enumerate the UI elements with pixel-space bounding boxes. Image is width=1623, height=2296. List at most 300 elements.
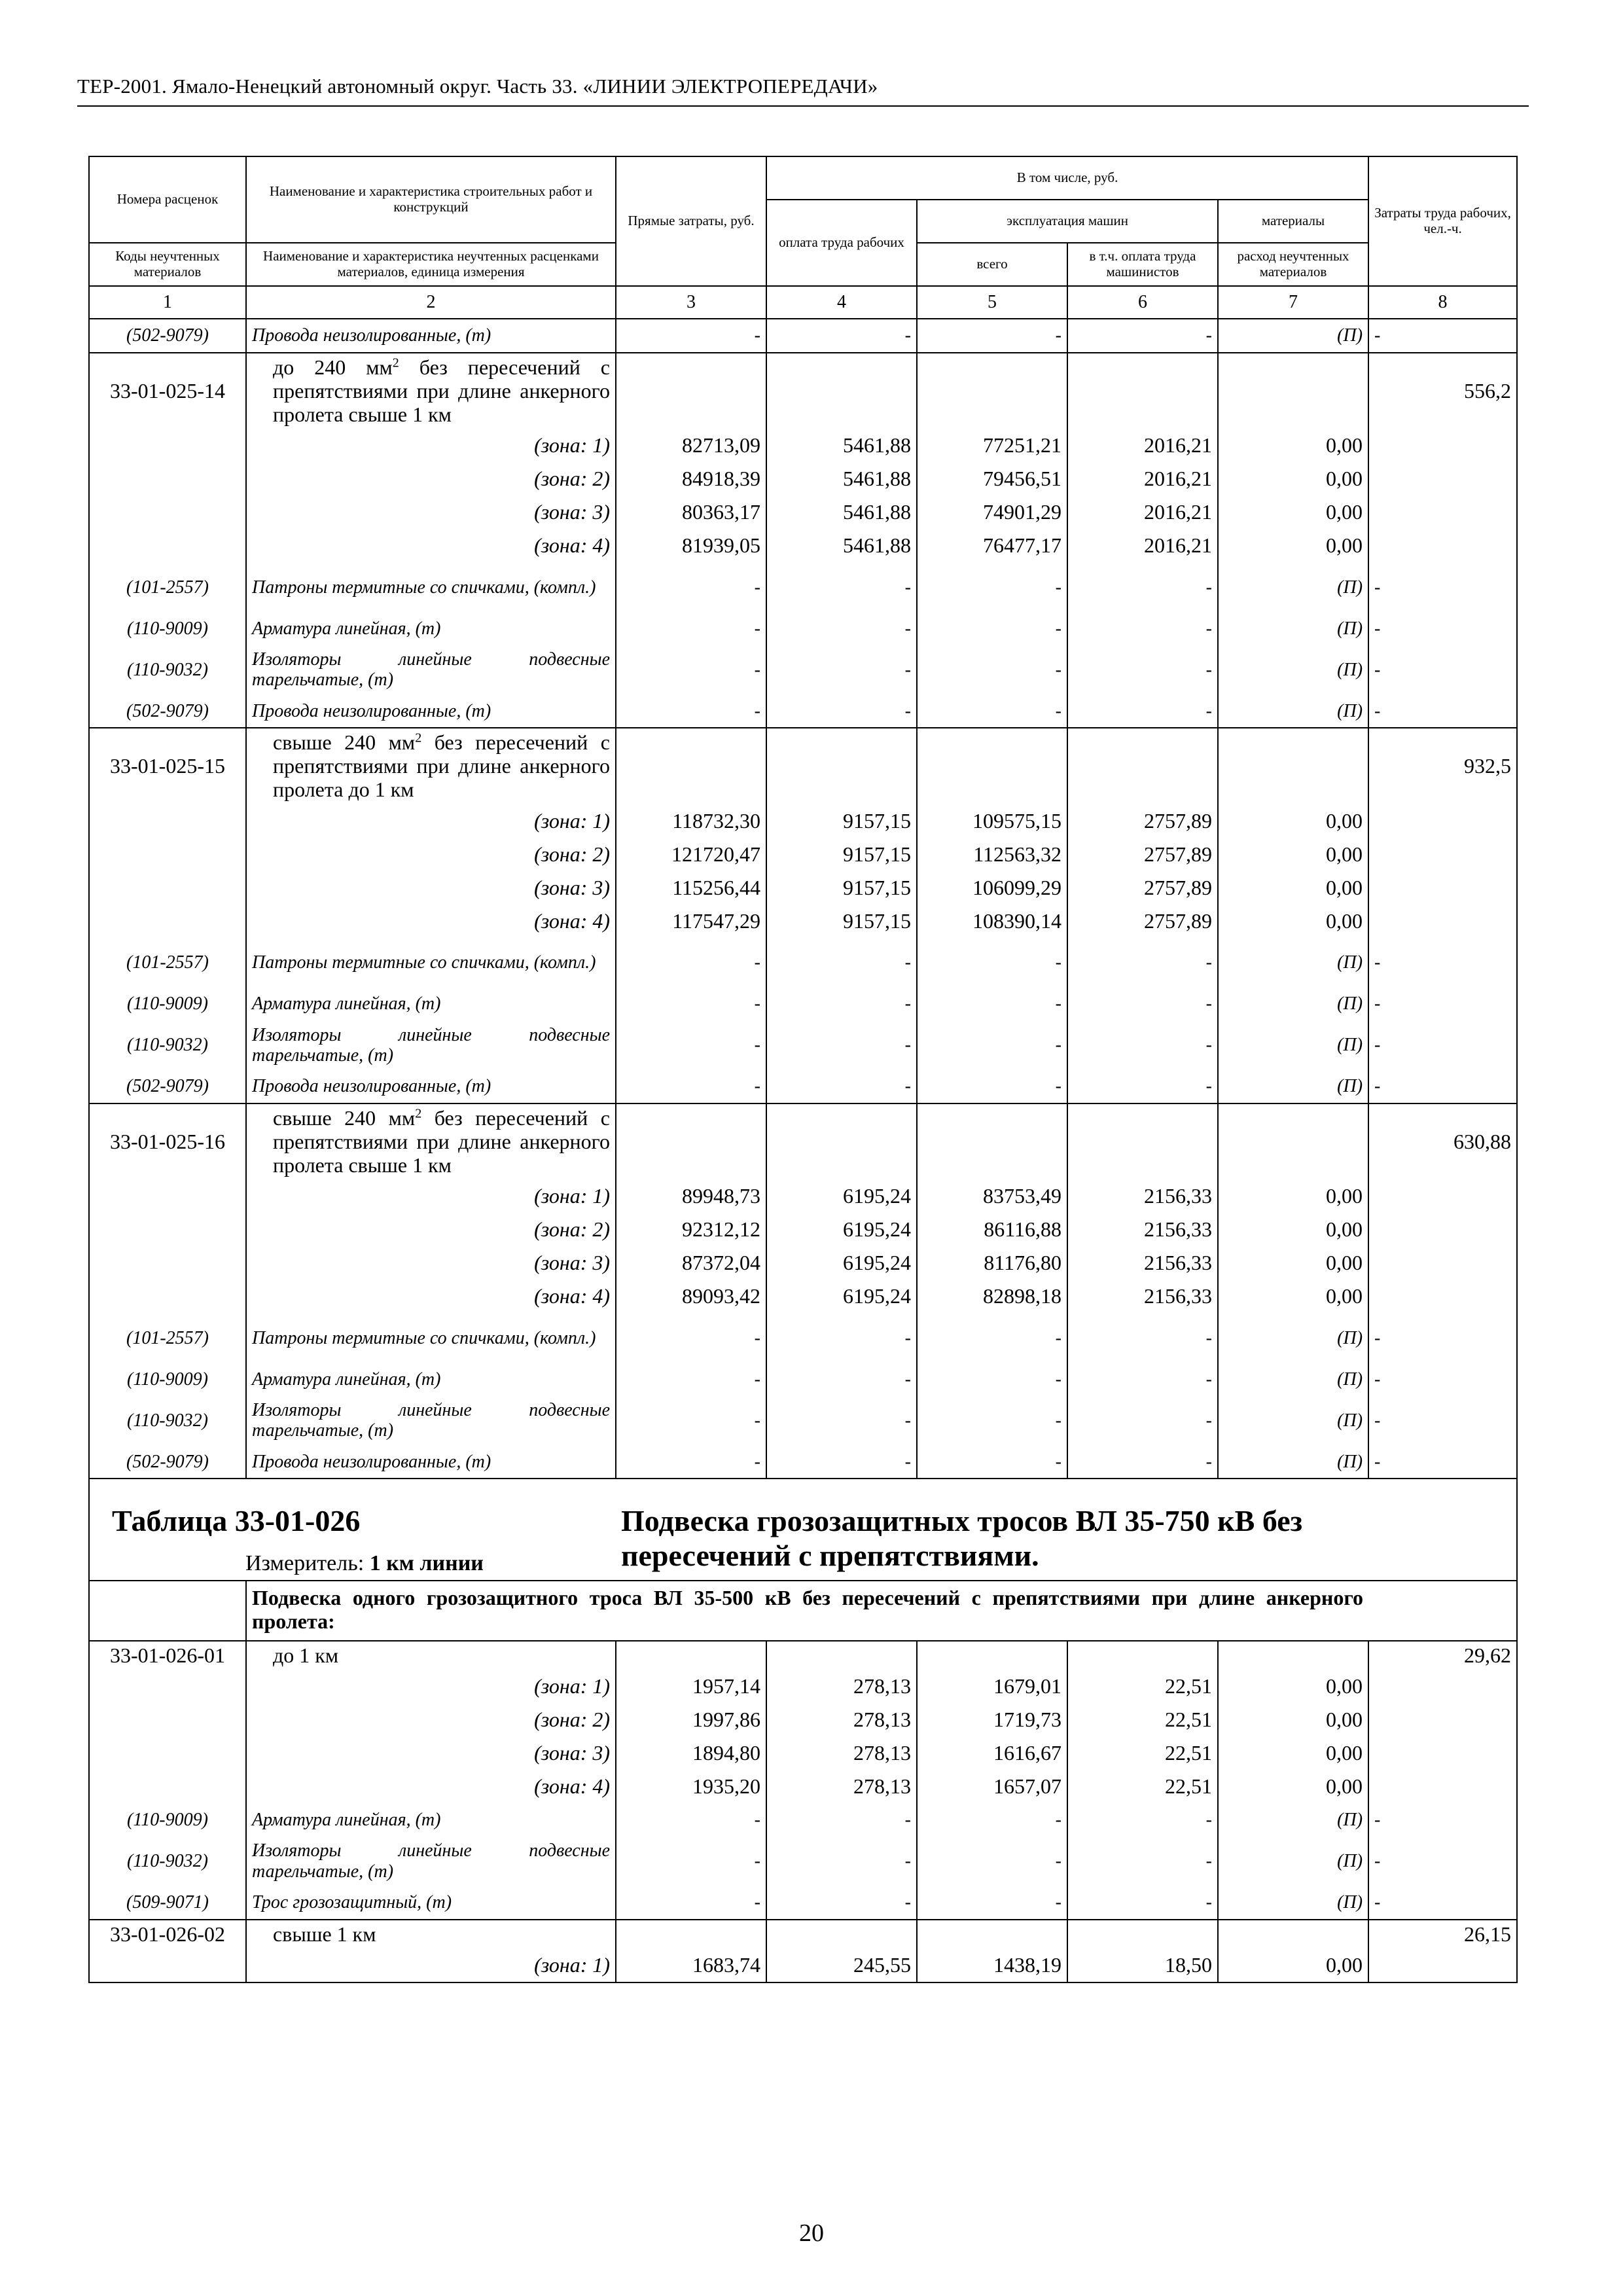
empty-cell	[1368, 1246, 1517, 1280]
empty-value: -	[1368, 1070, 1517, 1103]
empty-cell	[89, 1737, 246, 1770]
empty-cell	[1218, 1920, 1368, 1949]
empty-cell	[1368, 1213, 1517, 1246]
machines-wages-value: 2016,21	[1067, 495, 1218, 529]
material-code: (110-9009)	[89, 988, 246, 1020]
zone-label: (зона: 2)	[246, 1704, 616, 1737]
material-name: Провода неизолированные, (т)	[246, 1445, 616, 1479]
machines-value: 86116,88	[917, 1213, 1067, 1246]
material-row	[89, 562, 1517, 612]
material-code: (502-9079)	[89, 694, 246, 728]
empty-value: -	[1067, 1445, 1218, 1479]
rate-name-superscript: 2	[392, 355, 399, 370]
empty-value: -	[1067, 1313, 1218, 1363]
empty-cell	[89, 871, 246, 905]
empty-value: -	[766, 1886, 917, 1920]
empty-cell	[616, 1641, 766, 1670]
materials-value: 0,00	[1218, 1948, 1368, 1982]
wages-value: 245,55	[766, 1948, 917, 1982]
direct-costs-value: 89093,42	[616, 1280, 766, 1313]
rate-row	[89, 1103, 1517, 1179]
empty-cell	[89, 1670, 246, 1704]
zone-label: (зона: 1)	[246, 1179, 616, 1213]
zone-label: (зона: 1)	[246, 804, 616, 838]
direct-costs-value: 80363,17	[616, 495, 766, 529]
rate-row	[89, 1920, 1517, 1949]
empty-cell	[89, 1581, 246, 1641]
empty-value: -	[1067, 1804, 1218, 1837]
empty-value: -	[1067, 1020, 1218, 1070]
zone-label: (зона: 1)	[246, 1670, 616, 1704]
material-p-mark: (П)	[1218, 988, 1368, 1020]
material-code: (509-9071)	[89, 1886, 246, 1920]
materials-value: 0,00	[1218, 1213, 1368, 1246]
wages-value: 5461,88	[766, 462, 917, 495]
machines-wages-value: 2757,89	[1067, 804, 1218, 838]
empty-value: -	[917, 562, 1067, 612]
material-p-mark: (П)	[1218, 1395, 1368, 1445]
empty-value: -	[766, 612, 917, 645]
material-name: Патроны термитные со спичками, (компл.)	[246, 562, 616, 612]
table-title-row	[89, 1479, 1517, 1581]
materials-value: 0,00	[1218, 1246, 1368, 1280]
material-p-mark: (П)	[1218, 612, 1368, 645]
zone-row	[89, 1704, 1517, 1737]
material-code: (101-2557)	[89, 1313, 246, 1363]
materials-value: 0,00	[1218, 1737, 1368, 1770]
empty-cell	[89, 838, 246, 871]
header-in-total: В том числе, руб.	[766, 156, 1368, 200]
labor-value: 29,62	[1368, 1641, 1517, 1670]
empty-value: -	[616, 612, 766, 645]
empty-cell	[766, 728, 917, 804]
empty-value: -	[1368, 1445, 1517, 1479]
header-machines-wages: в т.ч. оплата труда машинистов	[1067, 243, 1218, 286]
material-p-mark: (П)	[1218, 1020, 1368, 1070]
material-code: (110-9009)	[89, 612, 246, 645]
machines-value: 79456,51	[917, 462, 1067, 495]
wages-value: 6195,24	[766, 1280, 917, 1313]
wages-value: 9157,15	[766, 871, 917, 905]
zone-row	[89, 838, 1517, 871]
material-p-mark: (П)	[1218, 319, 1368, 353]
materials-value: 0,00	[1218, 804, 1368, 838]
rate-code: 33-01-026-02	[89, 1920, 246, 1949]
empty-value: -	[917, 1395, 1067, 1445]
materials-value: 0,00	[1218, 1704, 1368, 1737]
machines-wages-value: 22,51	[1067, 1770, 1218, 1804]
empty-cell	[1067, 1641, 1218, 1670]
zone-row	[89, 529, 1517, 562]
empty-cell	[89, 495, 246, 529]
empty-cell	[1368, 905, 1517, 938]
material-name: Провода неизолированные, (т)	[246, 694, 616, 728]
empty-value: -	[917, 1070, 1067, 1103]
empty-cell	[616, 1103, 766, 1179]
empty-value: -	[616, 1313, 766, 1363]
empty-value: -	[766, 645, 917, 694]
table-title-text-cell	[616, 1479, 1517, 1581]
header-direct-costs: Прямые затраты, руб.	[616, 156, 766, 286]
wages-value: 6195,24	[766, 1246, 917, 1280]
material-row	[89, 612, 1517, 645]
material-row	[89, 1395, 1517, 1445]
empty-cell	[1368, 1670, 1517, 1704]
direct-costs-value: 121720,47	[616, 838, 766, 871]
empty-value: -	[616, 988, 766, 1020]
empty-value: -	[1368, 562, 1517, 612]
wages-value: 5461,88	[766, 495, 917, 529]
zone-label: (зона: 1)	[246, 1948, 616, 1982]
empty-value: -	[766, 694, 917, 728]
rate-name-part: без пересечений с препятствиями при длине анкерного пролета свыше 1 км	[273, 355, 610, 426]
empty-cell	[1067, 1920, 1218, 1949]
wages-value: 278,13	[766, 1770, 917, 1804]
empty-cell	[1368, 1948, 1517, 1982]
empty-value: -	[917, 1020, 1067, 1070]
empty-value: -	[1368, 1313, 1517, 1363]
zone-row	[89, 871, 1517, 905]
empty-cell	[1368, 1280, 1517, 1313]
rate-name-part: свыше 240 мм	[273, 730, 416, 755]
material-row	[89, 1313, 1517, 1363]
machines-wages-value: 22,51	[1067, 1704, 1218, 1737]
material-code: (502-9079)	[89, 1445, 246, 1479]
empty-value: -	[616, 694, 766, 728]
empty-value: -	[766, 1070, 917, 1103]
empty-value: -	[1368, 988, 1517, 1020]
empty-value: -	[1368, 1363, 1517, 1395]
zone-row	[89, 804, 1517, 838]
empty-value: -	[1368, 1020, 1517, 1070]
empty-cell	[917, 728, 1067, 804]
material-code: (101-2557)	[89, 938, 246, 988]
material-p-mark: (П)	[1218, 1837, 1368, 1886]
materials-value: 0,00	[1218, 838, 1368, 871]
direct-costs-value: 1683,74	[616, 1948, 766, 1982]
empty-value: -	[1368, 645, 1517, 694]
empty-cell	[1067, 728, 1218, 804]
empty-cell	[89, 804, 246, 838]
empty-value: -	[766, 1804, 917, 1837]
header-rate-number: Номера расценок	[89, 156, 246, 243]
direct-costs-value: 89948,73	[616, 1179, 766, 1213]
machines-value: 108390,14	[917, 905, 1067, 938]
zone-row	[89, 905, 1517, 938]
zone-label: (зона: 1)	[246, 429, 616, 462]
empty-cell	[89, 1770, 246, 1804]
material-row	[89, 319, 1517, 353]
header-materials-unaccounted: расход неучтенных материалов	[1218, 243, 1368, 286]
rate-name	[246, 353, 616, 429]
empty-cell	[1218, 1103, 1368, 1179]
column-numbers-row	[89, 286, 1517, 319]
empty-cell	[1218, 353, 1368, 429]
machines-wages-value: 2016,21	[1067, 429, 1218, 462]
empty-cell	[766, 353, 917, 429]
zone-row	[89, 429, 1517, 462]
wages-value: 278,13	[766, 1737, 917, 1770]
zone-label: (зона: 2)	[246, 1213, 616, 1246]
empty-value: -	[1067, 1837, 1218, 1886]
material-code: (502-9079)	[89, 1070, 246, 1103]
material-row	[89, 645, 1517, 694]
empty-value: -	[1368, 1837, 1517, 1886]
header-materials: материалы	[1218, 200, 1368, 243]
zone-row	[89, 462, 1517, 495]
material-name: Изоляторы линейные подвесные тарельчатые, (т)	[246, 1020, 616, 1070]
material-code: (110-9009)	[89, 1363, 246, 1395]
material-row	[89, 1886, 1517, 1920]
materials-value: 0,00	[1218, 529, 1368, 562]
wages-value: 278,13	[766, 1670, 917, 1704]
empty-value: -	[1067, 1070, 1218, 1103]
machines-value: 82898,18	[917, 1280, 1067, 1313]
empty-cell	[1067, 1103, 1218, 1179]
material-code: (110-9009)	[89, 1804, 246, 1837]
empty-value: -	[1067, 562, 1218, 612]
empty-value: -	[616, 1886, 766, 1920]
empty-value: -	[917, 1804, 1067, 1837]
page-number: 20	[799, 2219, 824, 2247]
empty-value: -	[917, 694, 1067, 728]
material-p-mark: (П)	[1218, 694, 1368, 728]
rate-name-part: до 240 мм	[273, 355, 393, 379]
wages-value: 6195,24	[766, 1213, 917, 1246]
material-name: Патроны термитные со спичками, (компл.)	[246, 938, 616, 988]
zone-row	[89, 1737, 1517, 1770]
material-code: (101-2557)	[89, 562, 246, 612]
column-number: 3	[616, 286, 766, 319]
direct-costs-value: 115256,44	[616, 871, 766, 905]
empty-value: -	[1067, 319, 1218, 353]
empty-value: -	[616, 1020, 766, 1070]
material-code: (110-9032)	[89, 1020, 246, 1070]
empty-cell	[616, 353, 766, 429]
rate-name-part: без пересечений с препятствиями при длине анкерного пролета до 1 км	[273, 730, 611, 802]
material-code: (110-9032)	[89, 645, 246, 694]
empty-cell	[1368, 429, 1517, 462]
empty-value: -	[917, 988, 1067, 1020]
column-number: 8	[1368, 286, 1517, 319]
zone-label: (зона: 4)	[246, 529, 616, 562]
empty-value: -	[917, 1313, 1067, 1363]
meter-value: 1 км линии	[369, 1551, 484, 1575]
empty-cell	[89, 1179, 246, 1213]
empty-value: -	[917, 645, 1067, 694]
direct-costs-value: 1957,14	[616, 1670, 766, 1704]
rate-name	[246, 728, 616, 804]
header-material-codes: Коды неучтенных материалов	[89, 243, 246, 286]
material-row	[89, 694, 1517, 728]
zone-label: (зона: 3)	[246, 495, 616, 529]
zone-row	[89, 1948, 1517, 1982]
material-p-mark: (П)	[1218, 1363, 1368, 1395]
machines-wages-value: 2156,33	[1067, 1280, 1218, 1313]
rates-table	[88, 156, 1518, 1983]
table-title-cell	[89, 1479, 616, 1581]
material-row	[89, 988, 1517, 1020]
machines-wages-value: 2016,21	[1067, 529, 1218, 562]
material-name: Трос грозозащитный, (т)	[246, 1886, 616, 1920]
machines-value: 1616,67	[917, 1737, 1067, 1770]
empty-cell	[89, 462, 246, 495]
column-number: 4	[766, 286, 917, 319]
header-machines: эксплуатация машин	[917, 200, 1218, 243]
empty-value: -	[766, 1445, 917, 1479]
empty-cell	[89, 905, 246, 938]
empty-cell	[1218, 1641, 1368, 1670]
direct-costs-value: 1894,80	[616, 1737, 766, 1770]
machines-value: 77251,21	[917, 429, 1067, 462]
empty-value: -	[917, 612, 1067, 645]
empty-value: -	[1368, 319, 1517, 353]
empty-cell	[89, 1213, 246, 1246]
empty-value: -	[1067, 612, 1218, 645]
empty-value: -	[917, 1837, 1067, 1886]
empty-cell	[766, 1920, 917, 1949]
material-row	[89, 1070, 1517, 1103]
material-p-mark: (П)	[1218, 562, 1368, 612]
zone-label: (зона: 4)	[246, 905, 616, 938]
empty-cell	[917, 353, 1067, 429]
zone-label: (зона: 2)	[246, 838, 616, 871]
rate-name-part: свыше 240 мм	[273, 1105, 416, 1130]
column-number: 2	[246, 286, 616, 319]
empty-value: -	[1368, 1804, 1517, 1837]
empty-cell	[1368, 804, 1517, 838]
machines-value: 1679,01	[917, 1670, 1067, 1704]
header-rule	[77, 105, 1529, 107]
zone-row	[89, 1246, 1517, 1280]
wages-value: 5461,88	[766, 429, 917, 462]
table-meter	[95, 1538, 611, 1580]
material-name: Провода неизолированные, (т)	[246, 319, 616, 353]
empty-value: -	[616, 319, 766, 353]
column-number: 5	[917, 286, 1067, 319]
empty-cell	[89, 1280, 246, 1313]
material-p-mark: (П)	[1218, 938, 1368, 988]
direct-costs-value: 82713,09	[616, 429, 766, 462]
direct-costs-value: 92312,12	[616, 1213, 766, 1246]
empty-cell	[89, 1948, 246, 1982]
table-title: Подвеска грозозащитных тросов ВЛ 35-750 кВ без пересечений с препятствиями.	[621, 1504, 1303, 1573]
materials-value: 0,00	[1218, 1179, 1368, 1213]
machines-wages-value: 2156,33	[1067, 1213, 1218, 1246]
empty-value: -	[1368, 938, 1517, 988]
material-row	[89, 1445, 1517, 1479]
wages-value: 9157,15	[766, 838, 917, 871]
material-name: Арматура линейная, (т)	[246, 612, 616, 645]
rate-row	[89, 728, 1517, 804]
labor-value: 26,15	[1368, 1920, 1517, 1949]
empty-value: -	[616, 1445, 766, 1479]
empty-value: -	[766, 988, 917, 1020]
material-p-mark: (П)	[1218, 1886, 1368, 1920]
subheading-row	[89, 1581, 1517, 1641]
empty-cell	[1368, 1737, 1517, 1770]
zone-label: (зона: 3)	[246, 871, 616, 905]
zone-label: (зона: 4)	[246, 1280, 616, 1313]
direct-costs-value: 1935,20	[616, 1770, 766, 1804]
header-machines-total: всего	[917, 243, 1067, 286]
empty-value: -	[1067, 645, 1218, 694]
labor-value: 630,88	[1368, 1103, 1517, 1179]
rate-code: 33-01-025-15	[89, 728, 246, 804]
machines-wages-value: 2016,21	[1067, 462, 1218, 495]
machines-value: 83753,49	[917, 1179, 1067, 1213]
direct-costs-value: 1997,86	[616, 1704, 766, 1737]
material-name: Изоляторы линейные подвесные тарельчатые, (т)	[246, 1837, 616, 1886]
empty-value: -	[1067, 1363, 1218, 1395]
material-code: (110-9032)	[89, 1395, 246, 1445]
machines-value: 106099,29	[917, 871, 1067, 905]
zone-label: (зона: 3)	[246, 1246, 616, 1280]
materials-value: 0,00	[1218, 905, 1368, 938]
empty-value: -	[1067, 1395, 1218, 1445]
column-number: 7	[1218, 286, 1368, 319]
empty-cell	[616, 728, 766, 804]
rate-code: 33-01-026-01	[89, 1641, 246, 1670]
rate-name-superscript: 2	[415, 730, 422, 745]
materials-value: 0,00	[1218, 1770, 1368, 1804]
empty-value: -	[766, 1313, 917, 1363]
header-material-names: Наименование и характеристика неучтенных расценками материалов, единица измерения	[246, 243, 616, 286]
material-name: Изоляторы линейные подвесные тарельчатые, (т)	[246, 645, 616, 694]
direct-costs-value: 117547,29	[616, 905, 766, 938]
machines-wages-value: 22,51	[1067, 1737, 1218, 1770]
rate-name: до 1 км	[246, 1641, 616, 1670]
empty-cell	[1218, 728, 1368, 804]
meter-label: Измеритель:	[245, 1551, 370, 1575]
machines-value: 1438,19	[917, 1948, 1067, 1982]
column-number: 1	[89, 286, 246, 319]
empty-value: -	[1067, 1886, 1218, 1920]
materials-value: 0,00	[1218, 429, 1368, 462]
machines-value: 74901,29	[917, 495, 1067, 529]
wages-value: 6195,24	[766, 1179, 917, 1213]
empty-value: -	[1368, 1886, 1517, 1920]
empty-value: -	[1368, 612, 1517, 645]
empty-value: -	[616, 1837, 766, 1886]
empty-value: -	[917, 319, 1067, 353]
empty-value: -	[766, 938, 917, 988]
empty-value: -	[1368, 1395, 1517, 1445]
material-row	[89, 1020, 1517, 1070]
empty-value: -	[766, 562, 917, 612]
rate-code: 33-01-025-16	[89, 1103, 246, 1179]
empty-value: -	[766, 319, 917, 353]
rate-name-superscript: 2	[415, 1106, 422, 1121]
empty-cell	[1368, 462, 1517, 495]
empty-value: -	[1067, 938, 1218, 988]
empty-cell	[1368, 871, 1517, 905]
rate-name-part: без пересечений с препятствиями при длине анкерного пролета свыше 1 км	[273, 1105, 611, 1177]
wages-value: 278,13	[766, 1704, 917, 1737]
machines-value: 1719,73	[917, 1704, 1067, 1737]
empty-cell	[1368, 1704, 1517, 1737]
page-header: ТЕР-2001. Ямало-Ненецкий автономный округ. Часть 33. «ЛИНИИ ЭЛЕКТРОПЕРЕДАЧИ»	[77, 75, 878, 98]
empty-value: -	[616, 1363, 766, 1395]
empty-value: -	[1067, 988, 1218, 1020]
zone-label: (зона: 3)	[246, 1737, 616, 1770]
machines-wages-value: 18,50	[1067, 1948, 1218, 1982]
machines-value: 76477,17	[917, 529, 1067, 562]
empty-cell	[917, 1920, 1067, 1949]
zone-row	[89, 1179, 1517, 1213]
column-number: 6	[1067, 286, 1218, 319]
empty-cell	[616, 1920, 766, 1949]
